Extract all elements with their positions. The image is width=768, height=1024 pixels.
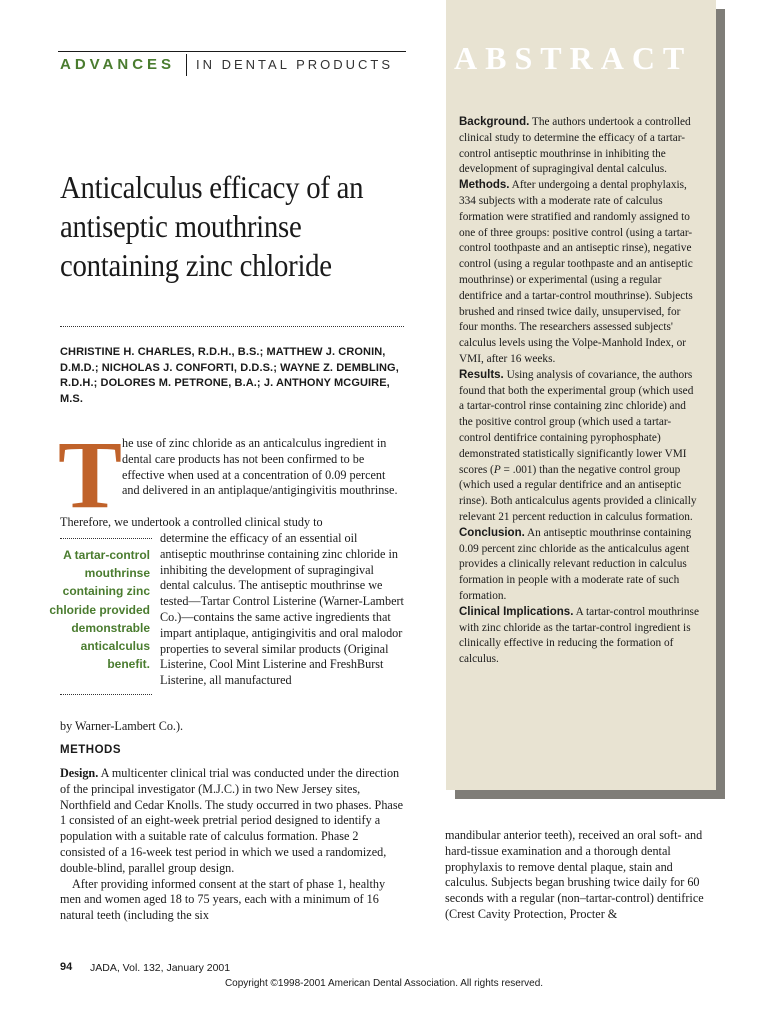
drop-cap: T — [58, 421, 123, 528]
intro-paragraph-wrap: determine the efficacy of an essential oil antiseptic mouthrinse containing zinc chloride in inhibiting the development of supragingival dental calculus. The antiseptic mouthrinse we tested—Tartar Control Listerine (Warner-Lambert Co.)—contains the same active ingredients that impart antiplaque, antigingivitis and oral malodor properties to several similar products (Original Listerine, Cool Mint Listerine and FreshBurst Listerine, all manufactured — [160, 531, 404, 688]
author-list: CHRISTINE H. CHARLES, R.D.H., B.S.; MATTHEW J. CRONIN, D.M.D.; NICHOLAS J. CONFORTI, D.D.S.; WAYNE Z. DEMBLING, R.D.H.; DOLORES M. PETRONE, B.A.; J. ANTHONY MCGUIRE, M.S. — [60, 346, 399, 405]
design-paragraph — [60, 766, 406, 877]
article-title: Anticalculus efficacy of an antiseptic mouthrinse containing zinc chloride — [60, 169, 364, 283]
methods-continuation: mandibular anterior teeth), received an oral soft- and hard-tissue examination and a thorough dental prophylaxis to remove dental plaque, stain and calculus. Subjects began brushing twice daily for 60 seconds with a regular (non–tartar-control) dentifrice (Crest Cavity Protection, Procter & — [445, 828, 704, 921]
design-text: A multicenter clinical trial was conducted under the direction of the principal investigator (M.J.C.) in two New Jersey sites, Northfield and Cedar Knolls. The study occurred in two phases. Phase 1 consisted of an eight-week pretrial period designed to identify a population with a suitable rate of calculus formation. Phase 2 consisted of a 16-week test period in which we used a randomized, double-blind, parallel group design. — [60, 766, 403, 875]
methods-text: After undergoing a dental prophylaxis, 334 subjects with a moderate rate of calculus formation were stratified and randomly assigned to one of three groups: positive control (using a tartar-control toothpaste and an antiseptic rinse), negative control (using a regular toothpaste and an antiseptic mouthrinse) or experimental (using a regular dentifrice and a tartar-control mouthrinse). Subjects brushed and rinsed twice daily, unsupervised, for four months. The researchers assessed subjects' calculus levels using the Volpe-Manhold Index, or VMI, after 16 weeks. — [459, 179, 693, 365]
background-label: Background. — [459, 116, 530, 128]
abstract-background — [459, 115, 699, 178]
page-number: 94 — [60, 961, 73, 973]
background-text: The authors undertook a controlled clinical study to determine the efficacy of a tartar-control antiseptic mouthrinse in inhibiting the development of supragingival dental calculus. — [459, 116, 691, 176]
intro-paragraph-end: by Warner-Lambert Co.). — [60, 719, 184, 733]
results-text-b: = .001) than the negative control group (which used a regular dentifrice and an antiseptic rinse). Both anticalculus agents provided a clinically relevant 21 percent reduction in calculus formation. — [459, 463, 697, 523]
implications-label: Clinical Implications. — [459, 605, 574, 618]
methods-heading: METHODS — [60, 744, 121, 756]
pull-quote: A tartar-control mouthrinse containing zinc chloride provided demonstrable anticalculus benefit. — [49, 548, 150, 672]
abstract-results — [459, 368, 699, 526]
title-divider — [60, 326, 404, 327]
results-label: Results. — [459, 368, 504, 381]
p-value-symbol: P — [493, 463, 501, 476]
intro-paragraph-start: he use of zinc chloride as an anticalculus ingredient in dental care products has not been confirmed to be effective when used at a concentration of 0.09 percent and delivered in an antiplaque/antigingivitis mouthrinse. — [122, 436, 398, 498]
journal-citation: JADA, Vol. 132, January 2001 — [90, 962, 231, 974]
results-text-a: Using analysis of covariance, the authors found that both the experimental group (which used a tartar-control rinse containing zinc chloride) and the positive control group (which used a tartar-control dentifrice containing pyrophosphate) demonstrated statistically significantly lower VMI scores ( — [459, 368, 694, 476]
header-rule — [58, 51, 406, 52]
implications-text: A tartar-control mouthrinse with zinc chloride as the tartar-control ingredient is clinically effective in reducing the formation of calculus. — [459, 605, 699, 666]
pull-quote-rule-top — [60, 538, 152, 539]
design-label: Design. — [60, 766, 99, 780]
conclusion-text: An antiseptic mouthrinse containing 0.09 percent zinc chloride as the anticalculus agent provides a clinically relevant reduction in calculus formation in people with a moderate rate of such formation. — [459, 526, 692, 602]
intro-paragraph-line: Therefore, we undertook a controlled clinical study to — [60, 515, 323, 529]
conclusion-label: Conclusion. — [459, 526, 525, 539]
abstract-label: ABSTRACT — [454, 40, 693, 76]
section-label: ADVANCES — [60, 56, 176, 73]
header-separator — [186, 54, 187, 76]
abstract-body — [459, 115, 699, 668]
subsection-label: IN DENTAL PRODUCTS — [196, 57, 394, 72]
pull-quote-rule-bottom — [60, 694, 152, 695]
copyright-notice: Copyright ©1998-2001 American Dental Association. All rights reserved. — [224, 978, 544, 989]
abstract-methods — [459, 178, 699, 368]
abstract-conclusion — [459, 526, 699, 605]
abstract-implications — [459, 605, 699, 668]
consent-paragraph: After providing informed consent at the start of phase 1, healthy men and women aged 18 to 75 years, each with a minimum of 16 natural teeth (including the six — [60, 876, 386, 923]
methods-section — [60, 766, 406, 924]
methods-label: Methods. — [459, 179, 510, 192]
